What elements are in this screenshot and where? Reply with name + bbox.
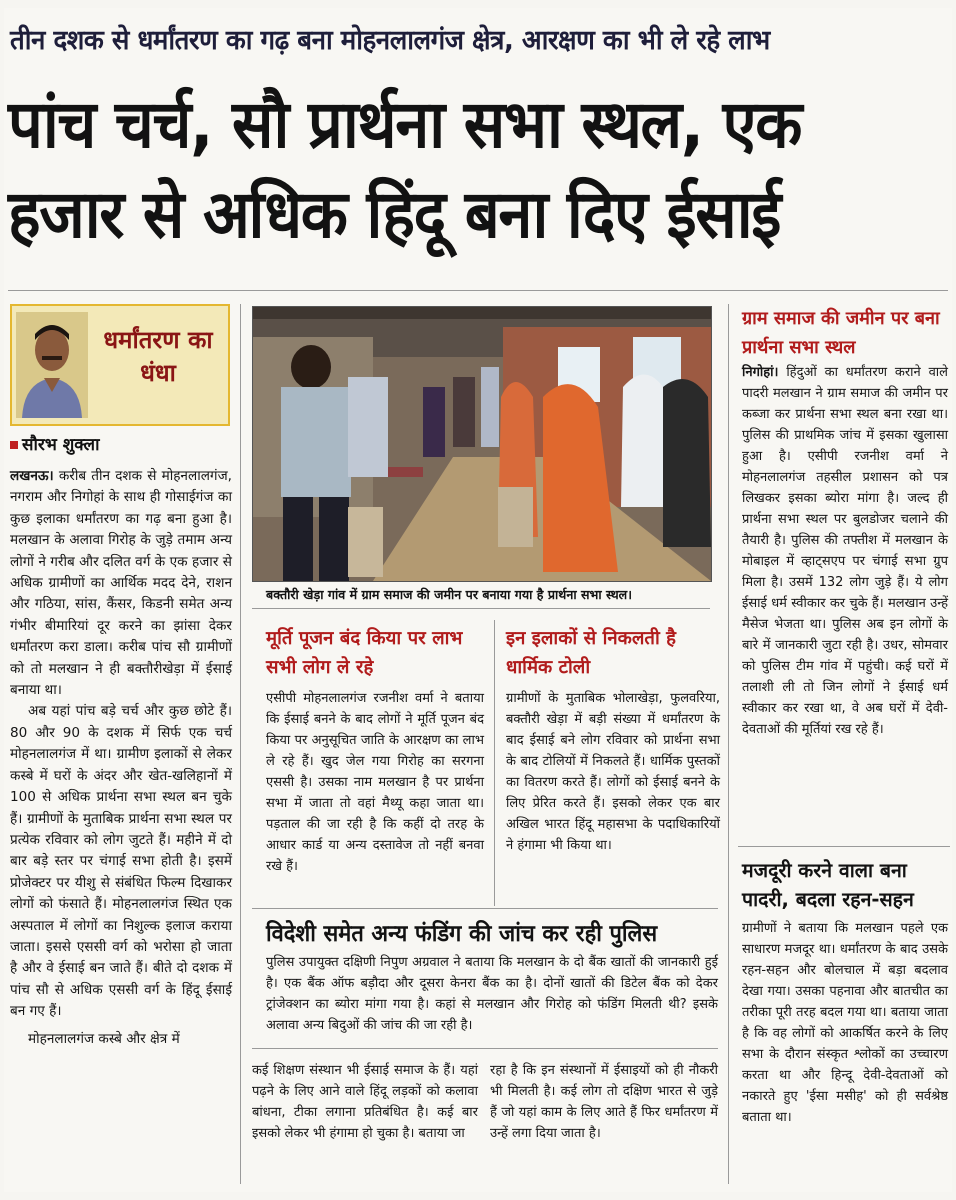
right-dateline: निगोहां। <box>742 365 779 380</box>
right-heading-1: ग्राम समाज की जमीन पर बना प्रार्थना सभा स्थल <box>742 308 940 358</box>
byline-bullet <box>10 441 18 449</box>
main-headline <box>8 80 948 260</box>
newspaper-clipping <box>4 8 952 1192</box>
funding-body: पुलिस उपायुक्त दक्षिणी निपुण अग्रवाल ने बताया कि मलखान के दो बैंक खातों की जानकारी हुई है। एक बैंक ऑफ बड़ौदा और दूसरा केनरा बैंक का है। दोनों खातों की डिटेल बैंक को देकर ट्रांजेक्शन का ब्योरा मांगा गया है। कहां से मलखान और गिरोह को फंडिंग मिलती थी? इसके अलावा अन्य बिदुओं की जांच की जा रही है। <box>266 955 718 1033</box>
byline <box>10 432 99 455</box>
left-para-1 <box>10 466 232 701</box>
funding-top-divider <box>252 908 718 909</box>
left-para-2: अब यहां पांच बड़े चर्च और कुछ छोटे हैं। 80 और 90 के दशक में सिर्फ एक चर्च मोहनलालगंज में था। ग्रामीण इलाकों से लेकर कस्बे में घरों के अंदर और खेत-खलिहानों में 100 से अधिक प्रार्थना सभा स्थल बन चुके हैं। ग्रामीणों के मुताबिक प्रार्थना सभा स्थल पर प्रत्येक रविवार को लोग जुटते हैं। महीने में दो बार बड़े स्तर पर चंगाई सभा होती है। इसमें प्रोजेक्टर पर यीशु से संबंधित फिल्म दिखाकर लोगों को फंसाते हैं। मोहनलालगंज स्थित एक अस्पताल में लोगों का निशुल्क इलाज कराया जाता। इससे एससी वर्ग को भरोसा हो जाता है और वे ईसाई बन जाते हैं। बीते दो दशक में पांच सौ से अधिक एससी वर्ग के हिंदू ईसाई बन गए हैं। <box>10 703 232 1020</box>
caption-divider <box>252 608 710 609</box>
left-column <box>10 466 232 1050</box>
kicker-headline: तीन दशक से धर्मांतरण का गढ़ बना मोहनलालगंज क्षेत्र, आरक्षण का भी ले रहे लाभ <box>10 25 770 56</box>
series-tag: धर्मांतरण का धंधा <box>103 326 213 387</box>
mid-right-heading: इन इलाकों से निकलती है धार्मिक टोली <box>506 628 677 678</box>
main-headline-line1: पांच चर्च, सौ प्रार्थना सभा स्थल, एक <box>8 86 801 163</box>
mid-column-divider <box>494 620 495 906</box>
right-body-2: ग्रामीणों ने बताया कि मलखान पहले एक साधारण मजदूर था। धर्मांतरण के बाद उसके रहन-सहन और बोलचाल में बड़ा बदलाव देखा गया। उसका पहनावा और बातचीत का तरीका पूरी तरह बदल गया था। बताया जाता है कि वह लोगों को आकर्षित करने के लिए सभा के दौरान संस्कृत श्लोकों का उच्चारण करता था और हिन्दू देवी-देवताओं को नकारते हुए 'ईसा मसीह' को ही सर्वश्रेष्ठ बताता था। <box>742 921 948 1125</box>
left-para-3: मोहनलालगंज कस्बे और क्षेत्र में <box>28 1030 180 1047</box>
mid-left-body: एसीपी मोहनलालगंज रजनीश वर्मा ने बताया कि ईसाई बनने के बाद लोगों ने मूर्ति पूजन बंद किया पर अनुसूचित जाति के आरक्षण का लाभ ले रहे हैं। खुद जेल गया गिरोह का सरगना एससी है। उसका नाम मलखान है पर प्रार्थना सभा में जाता तो वहां मैथ्यू कहा जाता था। पड़ताल की जा रही है कि कहीं दो तरह के आधार कार्ड या अन्य दस्तावेज तो नहीं बनवा रखे हैं। <box>266 691 484 874</box>
mid-left-heading: मूर्ति पूजन बंद किया पर लाभ सभी लोग ले रहे <box>266 628 463 678</box>
left-para-1-text: करीब तीन दशक से मोहनलालगंज, नगराम और निगोहां के साथ ही गोसाईगंज का कुछ इलाका धर्मांतरण का गढ़ बना हुआ है। मलखान के अलावा गिरोह के जुड़े तमाम अन्य लोगों ने गरीब और दलित वर्ग के एक हजार से अधिक ग्रामीणों का आर्थिक मदद देने, राशन और गठिया, सांस, कैंसर, किडनी समेत अन्य गंभीर बीमारियां दूर करने का झांसा देकर धर्मांतरण करा डाला। करीब पांच सौ ग्रामीणों को तो मलखान ने ही बक्तौरीखेड़ा में ईसाई बनाया था। <box>10 468 232 699</box>
column-divider-right <box>728 304 729 1184</box>
headline-divider <box>8 290 948 291</box>
byline-name: सौरभ शुक्ला <box>22 435 100 455</box>
photo-caption: बक्तौरी खेड़ा गांव में ग्राम समाज की जमीन पर बनाया गया है प्रार्थना सभा स्थल। <box>266 587 632 602</box>
author-portrait <box>16 312 88 418</box>
mid-right-body: ग्रामीणों के मुताबिक भोलाखेड़ा, फुलवरिया, बक्तौरी खेड़ा में बड़ी संख्या में धर्मांतरण के बाद ईसाई बने लोग रविवार को प्रार्थना सभा के बाद टोलियों में निकलते हैं। धार्मिक पुस्तकों का वितरण करते हैं। लोगों को ईसाई बनने के लिए प्रेरित करते हैं। इसको लेकर एक बार अखिल भारत हिंदू महासभा के पदाधिकारियों ने हंगामा भी किया था। <box>506 691 720 853</box>
right-divider <box>738 846 950 847</box>
funding-heading: विदेशी समेत अन्य फंडिंग की जांच कर रही पुलिस <box>266 921 658 947</box>
right-body-1 <box>742 362 948 740</box>
funding-bottom-divider <box>252 1048 718 1049</box>
right-heading-2: मजदूरी करने वाला बना पादरी, बदला रहन-सहन <box>742 859 914 911</box>
prayer-hall-photo <box>252 306 712 582</box>
continued-right: रहा है कि इन संस्थानों में ईसाइयों को ही नौकरी भी मिलती है। कई लोग तो दक्षिण भारत से जुड़े हैं जो यहां काम के लिए आते हैं फिर धर्मांतरण में उन्हें लगा दिया जाता है। <box>490 1063 718 1141</box>
left-dateline: लखनऊ। <box>10 468 54 484</box>
main-headline-line2: हजार से अधिक हिंदू बना दिए ईसाई <box>8 176 781 253</box>
author-photo-box <box>10 304 230 426</box>
right-body-1-text: हिंदुओं का धर्मांतरण कराने वाले पादरी मलखान ने ग्राम समाज की जमीन पर कब्जा कर प्रार्थना सभा स्थल बना रखा था। पुलिस की प्राथमिक जांच में इसका खुलासा हुआ है। एसीपी रजनीश वर्मा ने मोहनलालगंज तहसील प्रशासन को पत्र लिखकर इसका ब्योरा मांगा है। जल्द ही प्रार्थना सभा स्थल पर बुलडोजर चलाने की तैयारी है। पुलिस की तफ्तीश में मलखान के मोबाइल में व्हाट्सएप पर चंगाई सभा ग्रुप मिला है। उसमें 132 लोग जुड़े हैं। ये लोग ईसाई धर्म स्वीकार कर चुके हैं। मलखान उन्हें मैसेज भेजता था। पुलिस अब इन लोगों के बारे में जानकारी जुटा रही है। उधर, सोमवार को पुलिस टीम गांव में पहुंची। कई घरों में तलाशी ली तो जिन लोगों ने ईसाई धर्म स्वीकार कर रखा था, वे अब घरों में देवी-देवताओं की मूर्तियां रख रहे हैं। <box>742 365 948 737</box>
continued-left: कई शिक्षण संस्थान भी ईसाई समाज के हैं। यहां पढ़ने के लिए आने वाले हिंदू लड़कों को कलावा बांधना, टीका लगाना प्रतिबंधित है। कई बार इसको लेकर भी हंगामा हो चुका है। बताया जा <box>252 1063 478 1141</box>
column-divider-left <box>240 304 241 1184</box>
